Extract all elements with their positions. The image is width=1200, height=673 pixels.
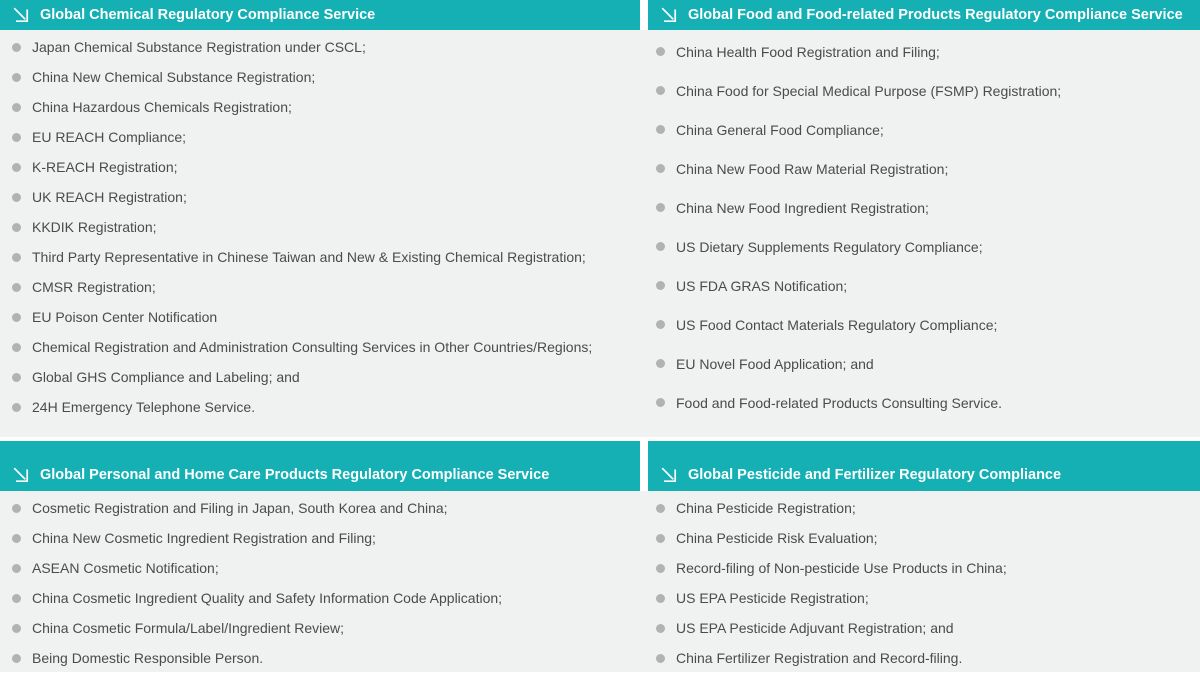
bullet-icon bbox=[12, 133, 21, 142]
list-item-text: ASEAN Cosmetic Notification; bbox=[32, 560, 219, 576]
list-item bbox=[648, 553, 1200, 583]
list-item-text: Cosmetic Registration and Filing in Japan, South Korea and China; bbox=[32, 500, 448, 516]
panel-title: Global Chemical Regulatory Compliance Service bbox=[40, 7, 376, 23]
list-item-text: K-REACH Registration; bbox=[32, 159, 178, 175]
arrow-down-right-icon bbox=[659, 5, 679, 25]
list-item-text: UK REACH Registration; bbox=[32, 189, 187, 205]
bullet-icon bbox=[656, 125, 665, 134]
list-item-text: Japan Chemical Substance Registration under CSCL; bbox=[32, 39, 366, 55]
panel-title: Global Food and Food-related Products Regulatory Compliance Service bbox=[688, 7, 1183, 23]
list-item bbox=[0, 242, 640, 272]
list-item-text: China Pesticide Risk Evaluation; bbox=[676, 530, 878, 546]
bullet-icon bbox=[656, 242, 665, 251]
list-item bbox=[648, 227, 1200, 266]
list-item bbox=[0, 32, 640, 62]
bullet-icon bbox=[12, 193, 21, 202]
list-item bbox=[648, 71, 1200, 110]
bullet-icon bbox=[12, 253, 21, 262]
bullet-icon bbox=[12, 403, 21, 412]
list-item-text: Chemical Registration and Administration Consulting Services in Other Countries/Regions; bbox=[32, 339, 593, 355]
list-item bbox=[648, 266, 1200, 305]
arrow-down-right-icon bbox=[11, 465, 31, 485]
bullet-icon bbox=[656, 359, 665, 368]
list-item bbox=[648, 188, 1200, 227]
list-item bbox=[648, 613, 1200, 643]
list-item-text: Global GHS Compliance and Labeling; and bbox=[32, 369, 300, 385]
bullet-icon bbox=[656, 504, 665, 513]
list-item-text: China Health Food Registration and Filing; bbox=[676, 43, 940, 60]
list-item bbox=[648, 583, 1200, 613]
list-item-text: US EPA Pesticide Adjuvant Registration; and bbox=[676, 620, 954, 636]
list-item bbox=[648, 149, 1200, 188]
bullet-icon bbox=[12, 534, 21, 543]
list-item-text: US Food Contact Materials Regulatory Compliance; bbox=[676, 316, 998, 333]
food-services-list bbox=[648, 30, 1200, 437]
personal-care-services-list bbox=[0, 491, 640, 672]
bullet-icon bbox=[656, 564, 665, 573]
list-item bbox=[0, 332, 640, 362]
bullet-icon bbox=[12, 373, 21, 382]
list-item bbox=[0, 523, 640, 553]
bullet-icon bbox=[656, 281, 665, 290]
bullet-icon bbox=[656, 86, 665, 95]
bullet-icon bbox=[656, 398, 665, 407]
list-item-text: 24H Emergency Telephone Service. bbox=[32, 399, 256, 415]
list-item-text: US FDA GRAS Notification; bbox=[676, 277, 848, 294]
bullet-icon bbox=[12, 283, 21, 292]
list-item bbox=[0, 212, 640, 242]
bullet-icon bbox=[12, 654, 21, 663]
pesticide-services-list bbox=[648, 491, 1200, 672]
list-item-text: EU Novel Food Application; and bbox=[676, 355, 874, 372]
bullet-icon bbox=[656, 594, 665, 603]
bullet-icon bbox=[656, 164, 665, 173]
list-item bbox=[0, 643, 640, 673]
list-item-text: Record-filing of Non-pesticide Use Products in China; bbox=[676, 560, 1007, 576]
list-item bbox=[0, 392, 640, 422]
list-item bbox=[0, 553, 640, 583]
arrow-down-right-icon bbox=[659, 465, 679, 485]
bullet-icon bbox=[656, 654, 665, 663]
list-item bbox=[648, 493, 1200, 523]
list-item bbox=[0, 493, 640, 523]
bullet-icon bbox=[656, 320, 665, 329]
panel-title: Global Personal and Home Care Products Regulatory Compliance Service bbox=[40, 467, 550, 483]
bullet-icon bbox=[656, 534, 665, 543]
list-item bbox=[0, 302, 640, 332]
list-item-text: EU REACH Compliance; bbox=[32, 129, 187, 145]
column-gutter bbox=[640, 0, 648, 30]
list-item-text: China New Chemical Substance Registration; bbox=[32, 69, 316, 85]
list-item-text: US EPA Pesticide Registration; bbox=[676, 590, 869, 606]
list-item-text: China New Cosmetic Ingredient Registration and Filing; bbox=[32, 530, 376, 546]
list-item bbox=[0, 92, 640, 122]
list-item-text: Food and Food-related Products Consulting Service. bbox=[676, 394, 1003, 411]
panel-header-chemical bbox=[0, 0, 640, 30]
bullet-icon bbox=[12, 313, 21, 322]
column-gutter bbox=[640, 491, 648, 672]
panel-header-pesticide bbox=[648, 441, 1200, 491]
arrow-down-right-icon bbox=[11, 5, 31, 25]
bullet-icon bbox=[12, 103, 21, 112]
bullet-icon bbox=[12, 163, 21, 172]
section-bottom bbox=[0, 441, 1200, 672]
list-item bbox=[648, 110, 1200, 149]
list-item bbox=[648, 643, 1200, 673]
bullet-icon bbox=[12, 223, 21, 232]
panel-header-personal-care bbox=[0, 441, 640, 491]
column-gutter bbox=[640, 441, 648, 491]
list-item-text: China Pesticide Registration; bbox=[676, 500, 856, 516]
bullet-icon bbox=[12, 504, 21, 513]
top-headers-row bbox=[0, 0, 1200, 30]
list-item-text: EU Poison Center Notification bbox=[32, 309, 218, 325]
bullet-icon bbox=[12, 594, 21, 603]
list-item bbox=[0, 152, 640, 182]
list-item bbox=[0, 583, 640, 613]
bullet-icon bbox=[12, 564, 21, 573]
list-item bbox=[0, 62, 640, 92]
list-item-text: Third Party Representative in Chinese Taiwan and New & Existing Chemical Registration; bbox=[32, 249, 586, 265]
bullet-icon bbox=[12, 43, 21, 52]
panel-header-food bbox=[648, 0, 1200, 30]
bullet-icon bbox=[12, 343, 21, 352]
list-item-text: KKDIK Registration; bbox=[32, 219, 157, 235]
top-lists-row bbox=[0, 30, 1200, 437]
list-item-text: China New Food Raw Material Registration; bbox=[676, 160, 949, 177]
bullet-icon bbox=[656, 624, 665, 633]
bullet-icon bbox=[656, 47, 665, 56]
list-item bbox=[0, 613, 640, 643]
list-item-text: China Fertilizer Registration and Record-filing. bbox=[676, 650, 963, 666]
list-item-text: China Food for Special Medical Purpose (FSMP) Registration; bbox=[676, 82, 1062, 99]
bottom-lists-row bbox=[0, 491, 1200, 672]
bullet-icon bbox=[12, 624, 21, 633]
list-item-text: China Hazardous Chemicals Registration; bbox=[32, 99, 292, 115]
chemical-services-list bbox=[0, 30, 640, 437]
list-item bbox=[0, 272, 640, 302]
list-item-text: CMSR Registration; bbox=[32, 279, 156, 295]
bottom-headers-row bbox=[0, 441, 1200, 491]
bullet-icon bbox=[656, 203, 665, 212]
list-item bbox=[648, 344, 1200, 383]
list-item-text: China New Food Ingredient Registration; bbox=[676, 199, 929, 216]
bullet-icon bbox=[12, 73, 21, 82]
list-item-text: China General Food Compliance; bbox=[676, 121, 884, 138]
list-item-text: China Cosmetic Formula/Label/Ingredient Review; bbox=[32, 620, 345, 636]
list-item bbox=[648, 523, 1200, 553]
list-item-text: China Cosmetic Ingredient Quality and Safety Information Code Application; bbox=[32, 590, 503, 606]
panel-title: Global Pesticide and Fertilizer Regulatory Compliance bbox=[688, 467, 1062, 483]
list-item bbox=[0, 122, 640, 152]
list-item bbox=[648, 305, 1200, 344]
list-item-text: Being Domestic Responsible Person. bbox=[32, 650, 264, 666]
list-item bbox=[648, 32, 1200, 71]
list-item-text: US Dietary Supplements Regulatory Compliance; bbox=[676, 238, 983, 255]
list-item bbox=[0, 182, 640, 212]
list-item bbox=[0, 362, 640, 392]
column-gutter bbox=[640, 30, 648, 437]
list-item bbox=[648, 383, 1200, 422]
